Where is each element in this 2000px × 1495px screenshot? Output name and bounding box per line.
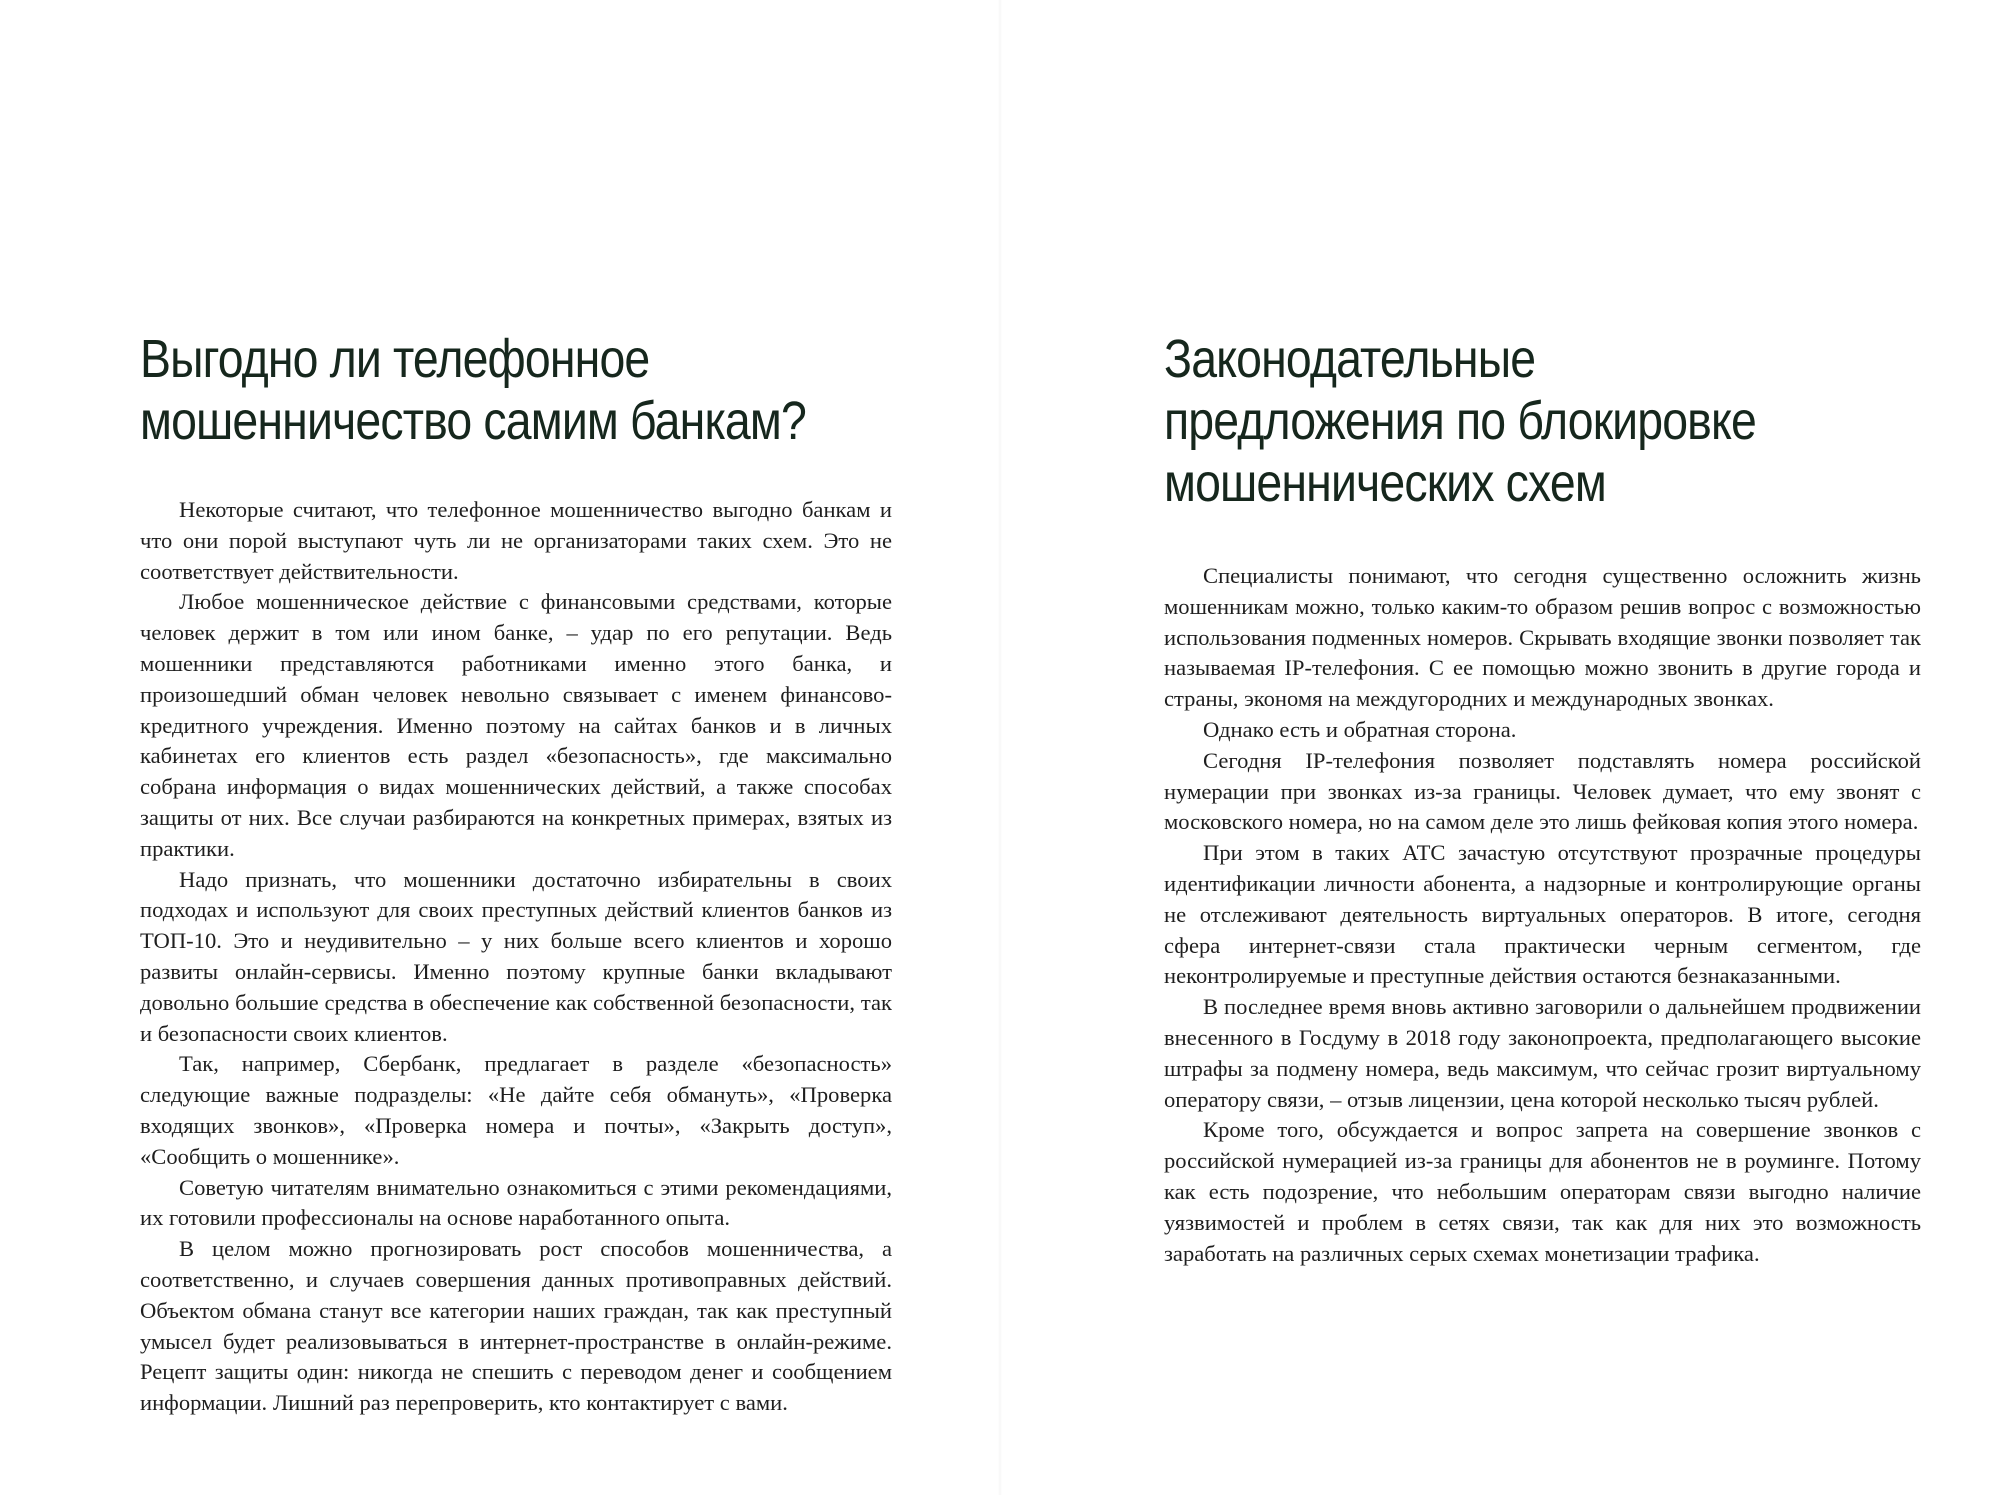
right-paragraph-3: Сегодня IP-телефония позволяет подставлять номера российской нумерации при звонках из-за границы. Человек думает, что ему звонят с московского номера, но на самом деле это лишь фейковая копия этого номера. [1164, 747, 1921, 835]
left-paragraph-3: Надо признать, что мошенники достаточно избирательны в своих подходах и используют для своих преступных действий клиентов банков из ТОП-10. Это и неудивительно – у них больше всего клиентов и хорошо развиты онлайн-сервисы. Именно поэтому крупные банки вкладывают довольно большие средства в обеспечение как собственной безопасности, так и безопасности своих клиентов. [140, 866, 892, 1046]
left-heading-line-1: Выгодно ли телефонное [140, 329, 650, 389]
left-paragraph-2: Любое мошенническое действие с финансовыми средствами, которые человек держит в том или ином банке, – удар по его репутации. Ведь мошенники представляются работниками именно этого банка, и произошедший обман человек невольно связывает с именем финансово-кредитного учреждения. Именно поэтому на сайтах банков и в личных кабинетах его клиентов есть раздел «безопасность», где максимально собрана информация о видах мошеннических действий, а также способах защиты от них. Все случаи разбираются на конкретных примерах, взятых из практики. [140, 589, 892, 861]
right-heading-line-2: предложения по блокировке [1164, 391, 1756, 451]
left-paragraph-5: Советую читателям внимательно ознакомиться с этими рекомендациями, их готовили профессионалы на основе наработанного опыта. [140, 1174, 892, 1231]
left-paragraph-4: Так, например, Сбербанк, предлагает в разделе «безопасность» следующие важные подразделы: «Не дайте себя обмануть», «Проверка входящих звонков», «Проверка номера и почты», «Закрыть доступ», «Сообщить о мошеннике». [140, 1051, 892, 1169]
right-heading-line-3: мошеннических схем [1164, 453, 1606, 513]
left-paragraph-6: В целом можно прогнозировать рост способов мошенничества, а соответственно, и случаев совершения данных противоправных действий. Объектом обмана станут все категории наших граждан, так как преступный умысел будет реализовываться в интернет-пространстве в онлайн-режиме. Рецепт защиты один: никогда не спешить с переводом денег и сообщением информации. Лишний раз перепроверить, кто контактирует с вами. [140, 1236, 892, 1416]
right-heading-line-1: Законодательные [1164, 329, 1536, 389]
left-paragraph-1: Некоторые считают, что телефонное мошенничество выгодно банкам и что они порой выступают чуть ли не организаторами таких схем. Это не соответствует действительности. [140, 497, 892, 584]
right-page-heading [1164, 328, 1904, 514]
right-paragraph-5: В последнее время вновь активно заговорили о дальнейшем продвижении внесенного в Госдуму в 2018 году законопроекта, предполагающего высокие штрафы за подмену номера, ведь максимум, что сейчас грозит виртуальному оператору связи, – отзыв лицензии, цена которой несколько тысяч рублей. [1164, 994, 1921, 1112]
right-page-body [1164, 561, 1921, 1269]
left-page-body [140, 495, 892, 1419]
right-paragraph-2: Однако есть и обратная сторона. [1203, 716, 1517, 742]
right-paragraph-4: При этом в таких АТС зачастую отсутствуют прозрачные процедуры идентификации личности абонента, а надзорные и контролирующие органы не отслеживают деятельность виртуальных операторов. В итоге, сегодня сфера интернет-связи стала практически черным сегментом, где неконтролируемые и преступные действия остаются безнаказанными. [1164, 840, 1921, 989]
left-page-heading [140, 328, 880, 452]
right-paragraph-6: Кроме того, обсуждается и вопрос запрета на совершение звонков с российской нумерацией из-за границы для абонентов не в роуминге. Потому как есть подозрение, что небольшим операторам связи выгодно наличие уязвимостей и проблем в сетях связи, так как для них это возможность заработать на различных серых схемах монетизации трафика. [1164, 1117, 1921, 1266]
right-paragraph-1: Специалисты понимают, что сегодня существенно осложнить жизнь мошенникам можно, только каким-то образом решив вопрос с возможностью использования подменных номеров. Скрывать входящие звонки позволяет так называемая IP-телефония. С ее помощью можно звонить в другие города и страны, экономя на междугородних и международных звонках. [1164, 563, 1921, 712]
left-heading-line-2: мошенничество самим банкам? [140, 391, 806, 451]
right-page [1000, 0, 2000, 1495]
